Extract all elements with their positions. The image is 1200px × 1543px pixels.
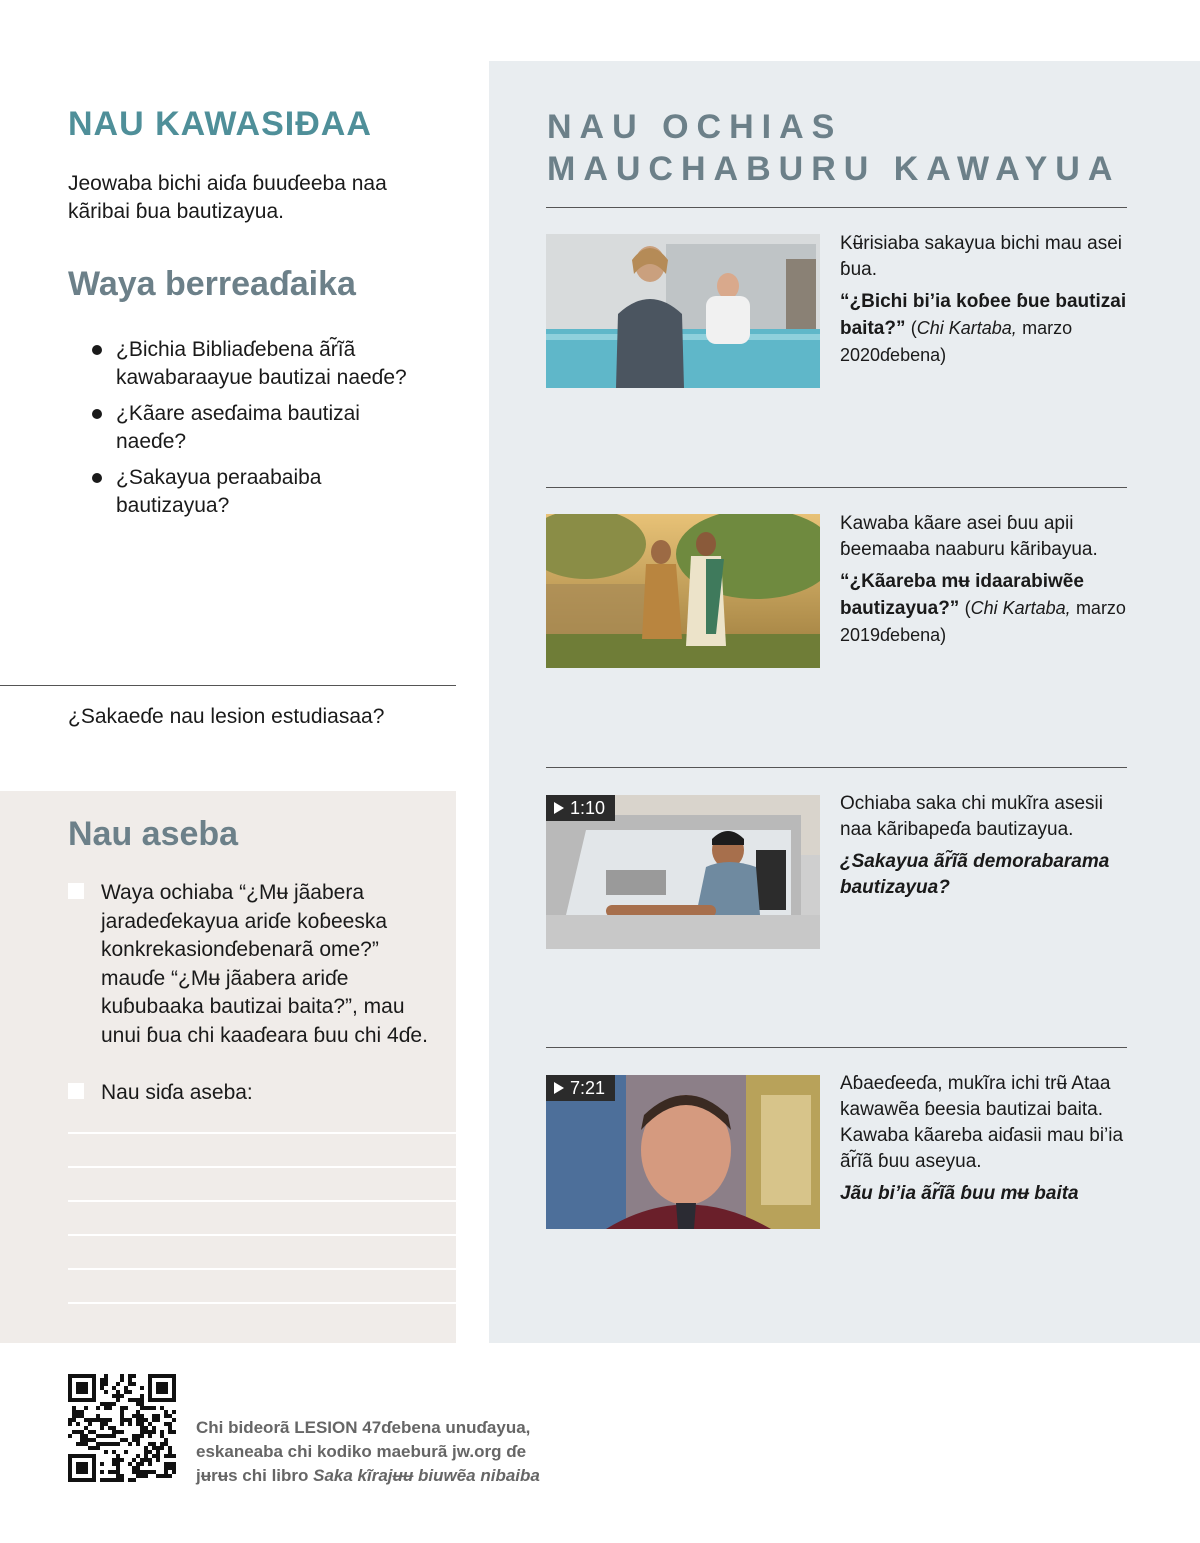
summary-text: Jeowaba bichi aiɗa ɓuuɗeeba naa kãribai ɓua bautizayua. bbox=[68, 172, 387, 223]
bullet-icon bbox=[92, 345, 102, 355]
write-line[interactable] bbox=[68, 1234, 456, 1236]
video-thumbnail[interactable] bbox=[546, 1075, 820, 1229]
write-line[interactable] bbox=[68, 1200, 456, 1202]
article-link[interactable]: “¿Bichi bi’ia koɓee ɓue bautizai baita?” bbox=[840, 291, 1127, 339]
qr-code-icon bbox=[68, 1374, 176, 1482]
qr-code[interactable] bbox=[68, 1374, 176, 1482]
write-line[interactable] bbox=[68, 1302, 456, 1304]
review-item: ¿Sakayua peraabaiba bautizayua? bbox=[90, 464, 430, 520]
article-thumbnail[interactable] bbox=[546, 234, 820, 388]
review-list bbox=[90, 336, 430, 528]
divider bbox=[546, 767, 1127, 768]
write-line[interactable] bbox=[68, 1166, 456, 1168]
play-icon bbox=[554, 802, 564, 814]
resource-article: Kʉ̃risiaba sakayua bichi mau asei ɓua. “¿Bichi bi’ia koɓee ɓue bautizai baita?” (Chi Kartaba, marzo 2020ɗebena) bbox=[840, 233, 1127, 365]
video-duration-badge: 1:10 bbox=[546, 795, 615, 821]
video-duration-badge: 7:21 bbox=[546, 1075, 615, 1101]
painting-photo bbox=[546, 514, 820, 668]
baptism-photo bbox=[546, 234, 820, 388]
goal-checkbox[interactable] bbox=[68, 1083, 84, 1099]
divider bbox=[546, 207, 1127, 208]
resource-video: Ochiaba saka chi mukĩra asesii naa kãribapeɗa bautizayua. ¿Sakayua ãr͂ĩã demorabarama bautizayua? bbox=[840, 793, 1110, 898]
footer-instructions: Chi bideorã LESION 47ɗebena unuɗayua, eskaneaba chi kodiko maeburã jw.org ɗe jʉrʉs chi libro Saka kĩrajʉʉ biuwẽa nibaiba bbox=[196, 1418, 540, 1485]
review-title: Waya berreaɗaika bbox=[68, 265, 356, 303]
video-link[interactable]: ¿Sakayua ãr͂ĩã demorabarama bautizayua? bbox=[840, 851, 1110, 898]
divider bbox=[546, 487, 1127, 488]
goal-item: Nau siɗa aseba: bbox=[68, 1079, 438, 1108]
date-prompt: ¿Sakaeɗe nau lesion estudiasaa? bbox=[68, 705, 385, 728]
divider bbox=[546, 1047, 1127, 1048]
article-thumbnail[interactable] bbox=[546, 514, 820, 668]
resource-article: Kawaba kãare asei ɓuu apii ɓeemaaba naaburu kãribayua. “¿Kãareba mʉ idaarabiwẽe bautizayua?” (Chi Kartaba, marzo 2019ɗebena) bbox=[840, 513, 1126, 645]
goal-box bbox=[0, 791, 456, 1343]
goal-checkbox[interactable] bbox=[68, 883, 84, 899]
divider bbox=[0, 685, 456, 686]
article-link[interactable]: “¿Kãareba mʉ idaarabiwẽe bautizayua?” bbox=[840, 571, 1084, 619]
goal-title: Nau aseba bbox=[68, 815, 239, 853]
play-icon bbox=[554, 1082, 564, 1094]
video-thumbnail[interactable] bbox=[546, 795, 820, 949]
bullet-icon bbox=[92, 409, 102, 419]
explore-title: NAU OCHIAS MAUCHABURU KAWAYUA bbox=[547, 108, 1121, 188]
resource-video: Aɓaeɗeeɗa, mukĩra ichi trʉ̃ Ataa kawawẽa ɓeesia bautizai baita. Kawaba kãareba aiɗasii mau bi’ia ãr͂ĩã ɓuu aseyua. Jãu bi’ia ãr͂ĩã ɓuu mʉ baita bbox=[840, 1073, 1124, 1204]
write-line[interactable] bbox=[68, 1132, 456, 1134]
bullet-icon bbox=[92, 473, 102, 483]
review-item: ¿Kãare aseɗaima bautizai naeɗe? bbox=[90, 400, 430, 456]
write-line[interactable] bbox=[68, 1268, 456, 1270]
goal-item: Waya ochiaba “¿Mʉ jãabera jaradeɗekayua ariɗe koɓeeska konkrekasionɗebenarã ome?” mauɗe “¿Mʉ jãabera ariɗe kuɓubaaka bautizai baita?”, mau unui ɓua chi kaaɗeara ɓuu chi 4ɗe. bbox=[68, 879, 438, 1050]
review-item: ¿Bichia Bibliaɗebena ãr͂ĩã kawabaraayue bautizai naeɗe? bbox=[90, 336, 430, 392]
summary-title: NAU KAWASIƉAA bbox=[68, 105, 372, 143]
video-link[interactable]: Jãu bi’ia ãr͂ĩã ɓuu mʉ baita bbox=[840, 1183, 1079, 1204]
